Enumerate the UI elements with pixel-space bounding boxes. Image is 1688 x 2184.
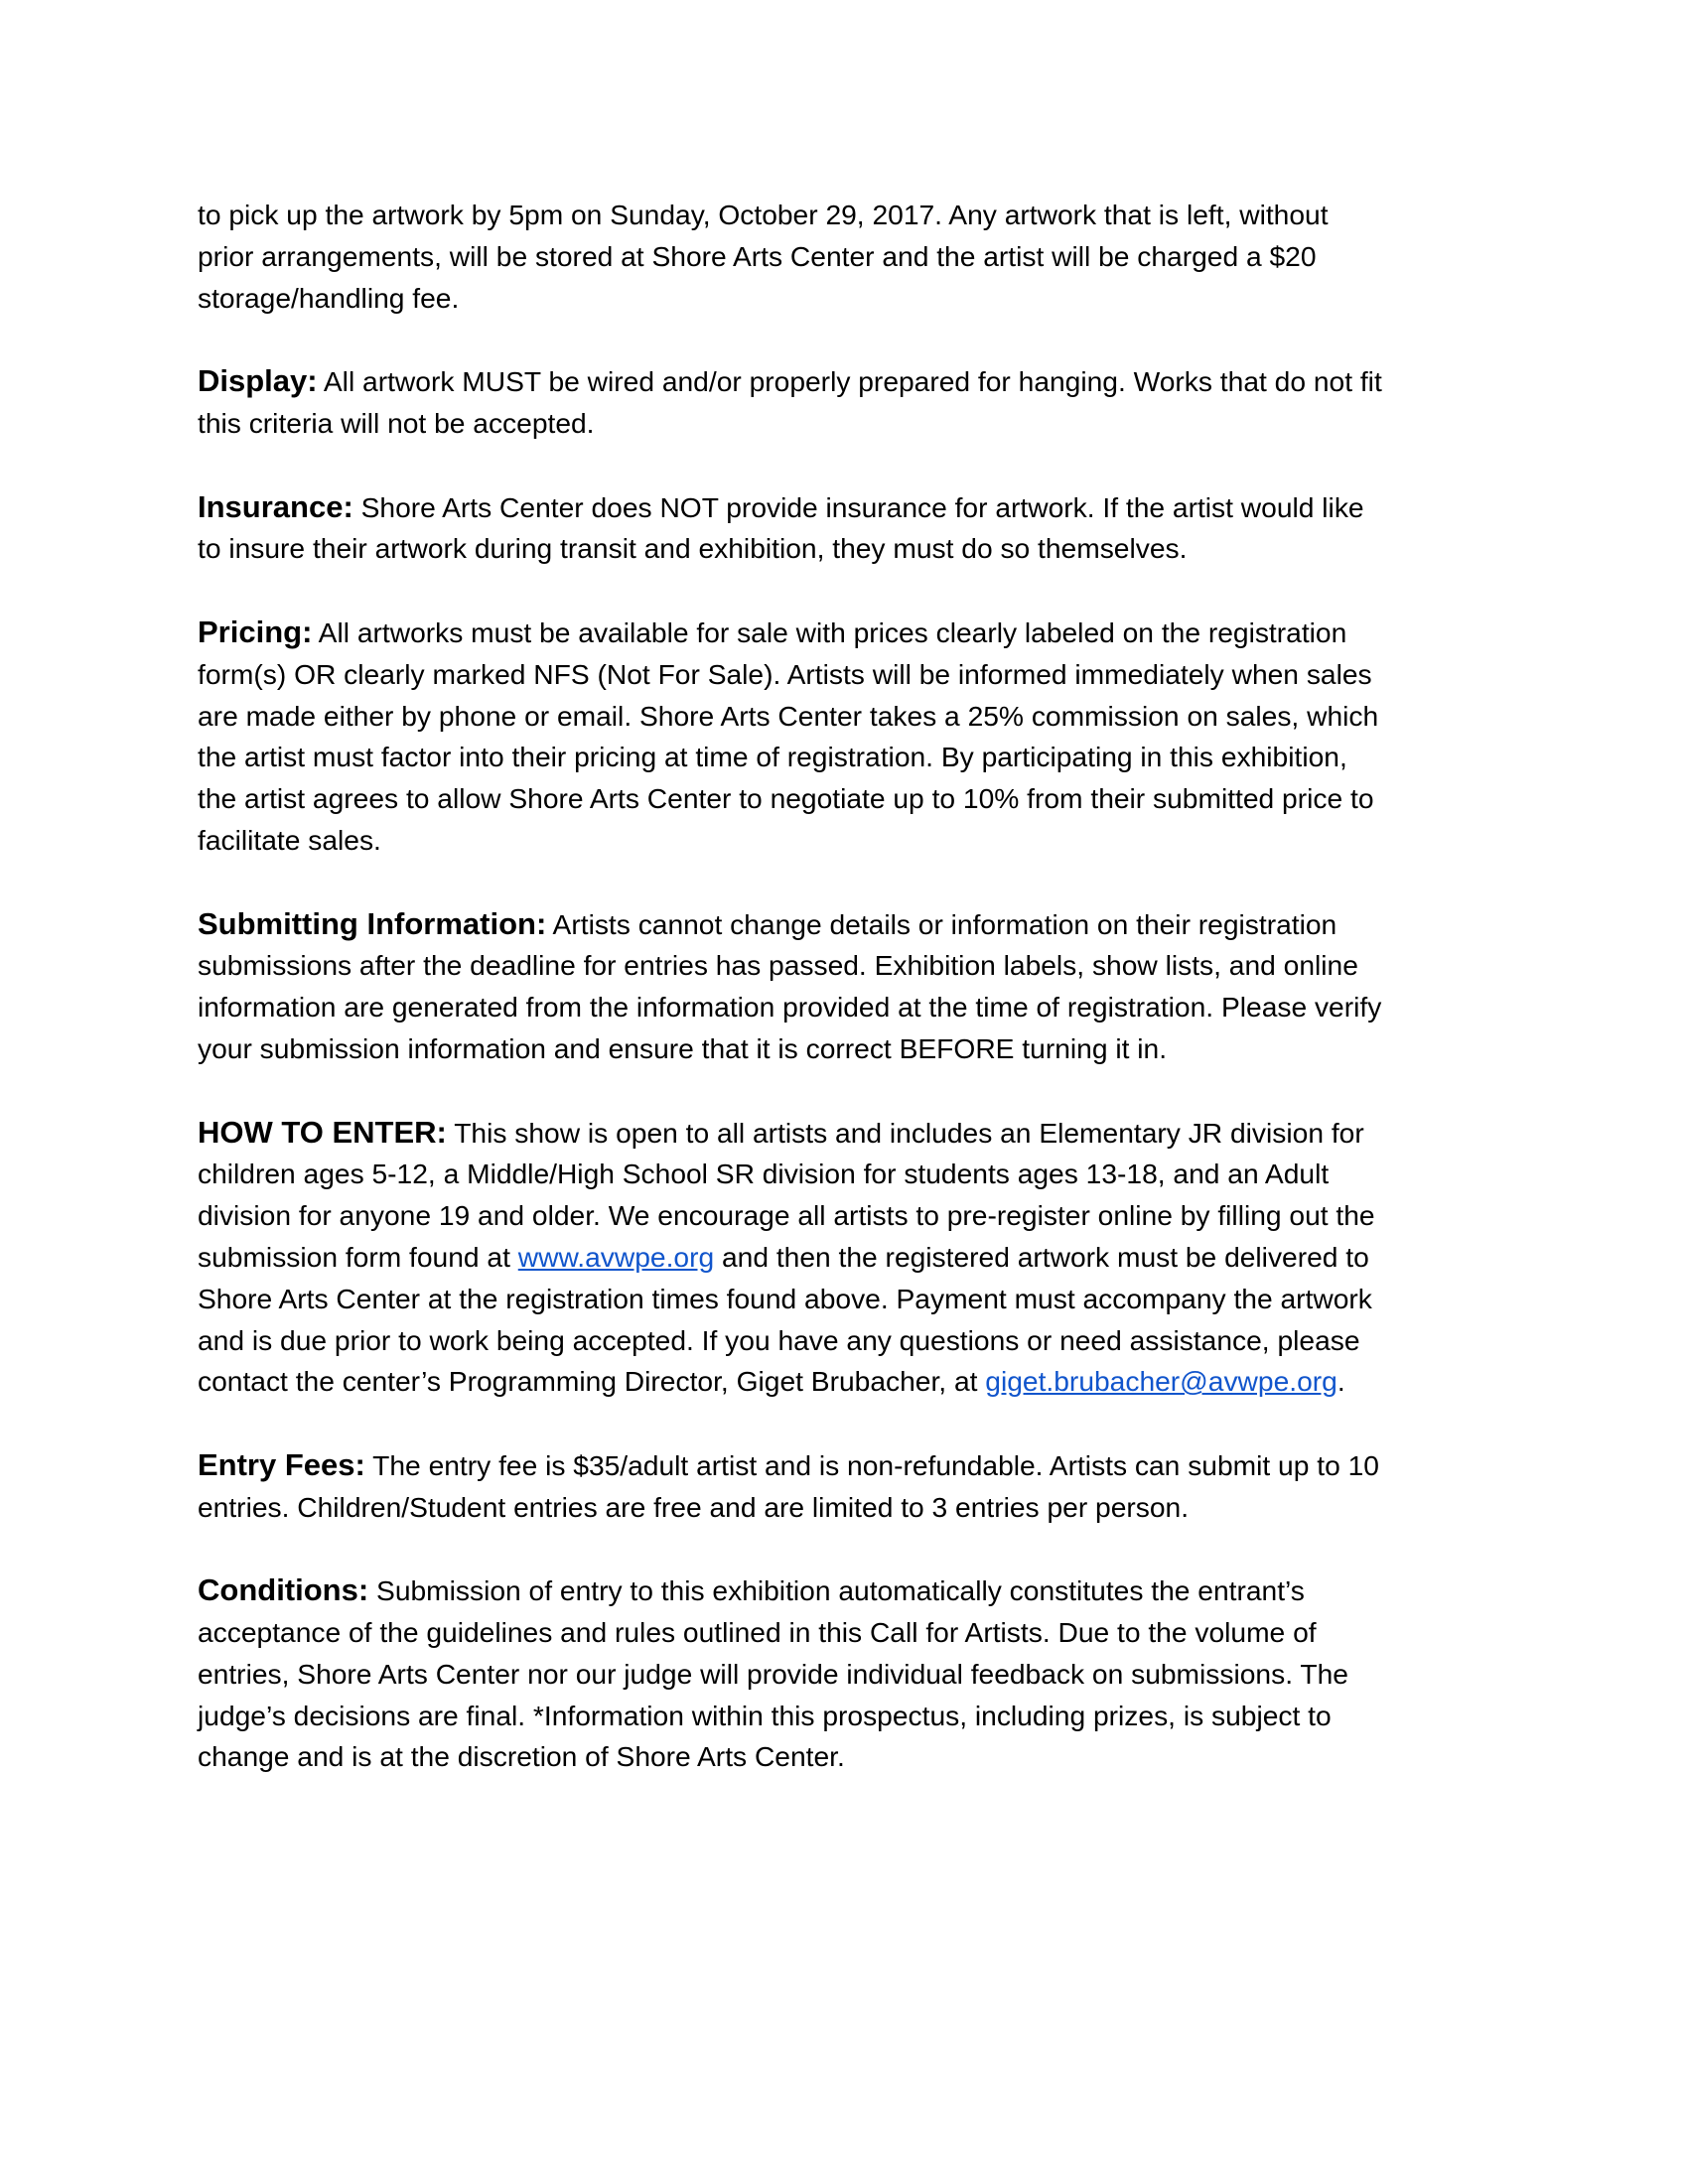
text-line: storage/handling fee. xyxy=(198,281,460,314)
text-line xyxy=(198,360,1488,403)
paragraph-how-to-enter xyxy=(198,1112,1488,1404)
text-line: this criteria will not be accepted. xyxy=(198,406,595,439)
text-line: and is due prior to work being accepted. If you have any questions or need assistance, please xyxy=(198,1323,1360,1356)
website-link[interactable]: www.avwpe.org xyxy=(517,1240,715,1273)
text-line: prior arrangements, will be stored at Shore Arts Center and the artist will be charged a $20 xyxy=(198,239,1317,272)
text-span: Submission of entry to this exhibition automatically constitutes the entrant’s xyxy=(368,1574,1305,1607)
section-heading-how-to-enter: HOW TO ENTER: xyxy=(198,1114,447,1150)
text-line xyxy=(198,903,1488,946)
text-line: the artist must factor into their pricing at time of registration. By participating in this exhibition, xyxy=(198,741,1347,773)
text-line: your submission information and ensure that it is correct BEFORE turning it in. xyxy=(198,1031,1168,1064)
text-line: information are generated from the information provided at the time of registration. Please verify xyxy=(198,991,1382,1024)
text-line: the artist agrees to allow Shore Arts Center to negotiate up to 10% from their submitted price to xyxy=(198,782,1374,815)
section-heading-entry-fees: Entry Fees: xyxy=(198,1446,365,1482)
text-line xyxy=(198,612,1488,654)
text-span: Shore Arts Center does NOT provide insurance for artwork. If the artist would like xyxy=(352,490,1364,523)
text-line: acceptance of the guidelines and rules outlined in this Call for Artists. Due to the volume of xyxy=(198,1616,1317,1649)
text-line: to pick up the artwork by 5pm on Sunday, October 29, 2017. Any artwork that is left, without xyxy=(198,199,1329,230)
text-line: judge’s decisions are final. *Information within this prospectus, including prizes, is subject to xyxy=(198,1699,1332,1731)
text-span: contact the center’s Programming Director, Giget Brubacher, at xyxy=(198,1365,986,1398)
text-span: This show is open to all artists and includes an Elementary JR division for xyxy=(446,1116,1364,1149)
text-line xyxy=(198,1237,1488,1279)
text-span: . xyxy=(1336,1365,1345,1398)
text-line: entries, Shore Arts Center nor our judge will provide individual feedback on submissions. The xyxy=(198,1657,1348,1690)
text-line: to insure their artwork during transit and exhibition, they must do so themselves. xyxy=(198,532,1188,565)
paragraph-entry-fees xyxy=(198,1444,1488,1529)
section-heading-display: Display: xyxy=(198,363,318,399)
paragraph-display xyxy=(198,360,1488,445)
text-line: submissions after the deadline for entries has passed. Exhibition labels, show lists, and online xyxy=(198,949,1358,982)
section-heading-conditions: Conditions: xyxy=(198,1572,369,1608)
email-link[interactable]: giget.brubacher@avwpe.org xyxy=(985,1365,1337,1398)
text-span: Artists cannot change details or information on their registration xyxy=(546,907,1337,940)
text-line: Shore Arts Center at the registration times found above. Payment must accompany the artwork xyxy=(198,1282,1372,1314)
text-line xyxy=(198,1361,1488,1403)
paragraph-pricing xyxy=(198,612,1488,862)
text-line: are made either by phone or email. Shore Arts Center takes a 25% commission on sales, which xyxy=(198,699,1379,732)
paragraph-pickup xyxy=(198,195,1488,319)
paragraph-conditions xyxy=(198,1570,1488,1778)
text-span: and then the registered artwork must be delivered to xyxy=(714,1240,1369,1273)
section-heading-pricing: Pricing: xyxy=(198,614,313,649)
text-line xyxy=(198,1112,1488,1155)
paragraph-submitting-information xyxy=(198,903,1488,1070)
paragraph-insurance xyxy=(198,486,1488,571)
text-span: All artworks must be available for sale with prices clearly labeled on the registration xyxy=(312,615,1347,648)
text-line xyxy=(198,1570,1488,1612)
section-heading-insurance: Insurance: xyxy=(198,488,353,524)
text-line: children ages 5-12, a Middle/High School SR division for students ages 13-18, and an Adult xyxy=(198,1158,1330,1190)
text-line: division for anyone 19 and older. We encourage all artists to pre-register online by filling out the xyxy=(198,1199,1375,1232)
text-span: The entry fee is $35/adult artist and is non-refundable. Artists can submit up to 10 xyxy=(364,1448,1379,1481)
text-line: entries. Children/Student entries are free and are limited to 3 entries per person. xyxy=(198,1490,1190,1523)
text-line xyxy=(198,486,1488,529)
document-page xyxy=(198,195,1488,1820)
text-span: All artwork MUST be wired and/or properly prepared for hanging. Works that do not fit xyxy=(317,365,1382,398)
text-line xyxy=(198,1444,1488,1487)
text-line: form(s) OR clearly marked NFS (Not For Sale). Artists will be informed immediately when sales xyxy=(198,657,1372,690)
text-span: submission form found at xyxy=(198,1240,518,1273)
text-line: facilitate sales. xyxy=(198,823,381,856)
text-line: change and is at the discretion of Shore Arts Center. xyxy=(198,1740,845,1773)
section-heading-submitting-information: Submitting Information: xyxy=(198,905,547,941)
